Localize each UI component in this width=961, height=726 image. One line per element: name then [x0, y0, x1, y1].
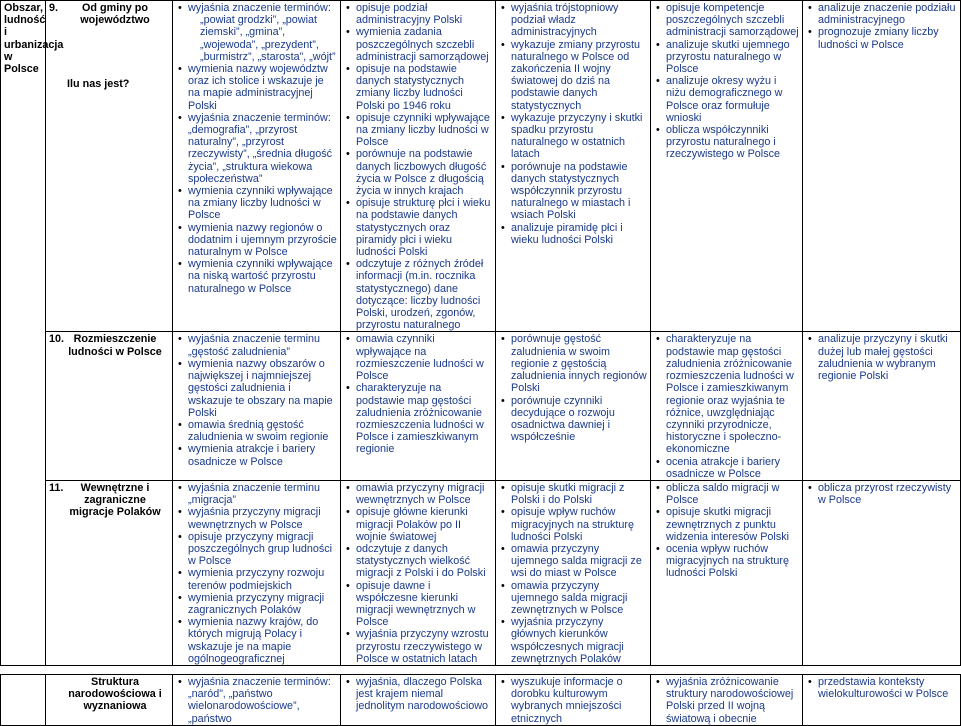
topic-cell [46, 674, 173, 725]
bullet-list [806, 2, 957, 51]
bullet-list [806, 482, 957, 506]
bullet-list [654, 2, 799, 161]
bullet-list [654, 333, 799, 479]
level-1-cell [173, 332, 341, 480]
list-item: • wymienia zadania poszczególnych szczebli administracji samorządowej [356, 26, 492, 63]
list-item: • wyjaśnia przyczyny wzrostu przyrostu rzeczywistego w Polsce w ostatnich latach [356, 628, 492, 665]
list-item: • opisuje podział administracyjny Polski [356, 2, 492, 26]
bullet-list [344, 333, 492, 455]
bullet-list [499, 2, 647, 246]
row-12 [1, 674, 961, 725]
list-item: • wymienia nazwy województw oraz ich stolice i wskazuje je na mapie administracyjnej Polski [188, 63, 337, 112]
bullet-list [344, 2, 492, 331]
bullet-list [499, 676, 647, 725]
level-3-cell [496, 480, 651, 665]
list-item: • wymienia czynniki wpływające na niską wartość przyrostu naturalnego w Polsce [188, 258, 337, 295]
topic-number: 10. [49, 333, 65, 346]
spacer-cell [1, 665, 961, 674]
level-2-cell [341, 674, 496, 725]
bullet-list [176, 333, 337, 467]
list-item: • prognozuje zmiany liczby ludności w Polsce [818, 26, 957, 50]
topic-cell [46, 332, 173, 480]
row-9 [1, 1, 961, 332]
level-4-cell [651, 480, 803, 665]
list-item: • opisuje skutki migracji zewnętrznych z punktu widzenia interesów Polski [666, 506, 799, 543]
bullet-list [499, 482, 647, 665]
topic-title: Od gminy po województwo [80, 2, 150, 27]
list-item: • wymienia atrakcje i bariery osadnicze w Polsce [188, 443, 337, 467]
level-5-cell [803, 480, 961, 665]
list-item: • wykazuje przyczyny i skutki spadku przyrostu naturalnego w ostatnich latach [511, 112, 647, 161]
bullet-list [806, 676, 957, 700]
bullet-list [344, 482, 492, 665]
level-1-cell [173, 674, 341, 725]
level-3-cell [496, 1, 651, 332]
bullet-list [654, 676, 799, 725]
list-item: • wyjaśnia zróżnicowanie struktury narodowościowej Polski przed II wojną światową i obecnie [666, 676, 799, 725]
bullet-list [176, 2, 337, 295]
bullet-list [499, 333, 647, 443]
list-item: • wymienia czynniki wpływające na zmiany liczby ludności w Polsce [188, 185, 337, 222]
list-item: • ocenia atrakcje i bariery osadnicze w Polsce [666, 456, 799, 480]
list-item: • oblicza saldo migracji w Polsce [666, 482, 799, 506]
topic-number: 11. [49, 481, 64, 494]
list-item: • omawia średnią gęstość zaludnienia w swoim regionie [188, 419, 337, 443]
list-item: • opisuje dawne i współczesne kierunki migracji wewnętrznych w Polsce [356, 580, 492, 629]
list-item: • wykazuje zmiany przyrostu naturalnego w Polsce od zakończenia II wojny światowej do dziś na podstawie danych statystycznych [511, 39, 647, 112]
list-item: • wyjaśnia znaczenie terminu „migracja” [188, 482, 337, 506]
list-item: • porównuje gęstość zaludnienia w swoim regionie z gęstością zaludnienia innych regionów Polski [511, 333, 647, 394]
level-1-cell [173, 1, 341, 332]
list-item: • omawia przyczyny migracji wewnętrznych w Polsce [356, 482, 492, 506]
list-item: • charakteryzuje na podstawie map gęstości zaludnienia zróżnicowanie rozmieszczenia ludności w Polsce i zamieszkiwanym regionie [356, 382, 492, 455]
list-item: • wyjaśnia, dlaczego Polska jest krajem niemal jednolitym narodowościowo [356, 676, 492, 713]
list-item: • analizuje przyczyny i skutki dużej lub małej gęstości zaludnienia w wybranym regionie Polski [818, 333, 957, 382]
level-3-cell [496, 332, 651, 480]
level-2-cell [341, 1, 496, 332]
list-item: • opisuje na podstawie danych statystycznych zmiany liczby ludności Polski po 1946 roku [356, 63, 492, 112]
list-item: • wyjaśnia przyczyny migracji wewnętrznych w Polsce [188, 506, 337, 530]
list-item: • opisuje przyczyny migracji poszczególnych grup ludności w Polsce [188, 531, 337, 568]
level-4-cell [651, 332, 803, 480]
level-4-cell [651, 674, 803, 725]
list-item: • porównuje na podstawie danych statystycznych współczynnik przyrostu naturalnego w miastach i wsiach Polski [511, 161, 647, 222]
bullet-list [654, 482, 799, 580]
section-label: Obszar, ludność i urbanizacja w Polsce [1, 1, 46, 666]
list-item: • odczytuje z różnych źródeł informacji (m.in. rocznika statystycznego) dane dotyczące: liczby ludności Polski, urodzeń, zgonów, przyrostu naturalnego [356, 258, 492, 331]
list-item: • opisuje główne kierunki migracji Polaków po II wojnie światowej [356, 506, 492, 543]
list-item: • wymienia nazwy regionów o dodatnim i ujemnym przyroście naturalnym w Polsce [188, 222, 337, 259]
list-item: • wymienia nazwy obszarów o największej i najmniejszej gęstości zaludnienia i wskazuje te obszary na mapie Polski [188, 358, 337, 419]
topic-title: Wewnętrzne i zagraniczne migracje Polaków [69, 481, 161, 519]
level-2-cell [341, 480, 496, 665]
level-5-cell [803, 674, 961, 725]
list-item: • analizuje piramidę płci i wieku ludności Polski [511, 222, 647, 246]
bullet-list [176, 482, 337, 665]
list-item: • omawia czynniki wpływające na rozmieszczenie ludności w Polsce [356, 333, 492, 382]
level-5-cell [803, 1, 961, 332]
bullet-list [806, 333, 957, 382]
topic-cell [46, 1, 173, 332]
list-item: • charakteryzuje na podstawie map gęstości zaludnienia zróżnicowanie rozmieszczenia ludności w Polsce i zamieszkiwanym regionie oraz wyjaśnia te różnice, uwzględniając czynniki przyrodnicze, historyczne i społeczno-ekonomiczne [666, 333, 799, 455]
list-item: • przedstawia konteksty wielokulturowości w Polsce [818, 676, 957, 700]
level-5-cell [803, 332, 961, 480]
list-item: • analizuje znaczenie podziału administracyjnego [818, 2, 957, 26]
list-item: • analizuje okresy wyżu i niżu demograficznego w Polsce oraz formułuje wnioski [666, 75, 799, 124]
list-item: • analizuje skutki ujemnego przyrostu naturalnego w Polsce [666, 39, 799, 76]
list-item: • ocenia wpływ ruchów migracyjnych na strukturę ludności Polski [666, 543, 799, 580]
list-item: • wyjaśnia znaczenie terminów: „naród”, „państwo wielonarodowościowe”, „państwo [188, 676, 337, 725]
list-item: • oblicza współczynniki przyrostu naturalnego i rzeczywistego w Polsce [666, 124, 799, 161]
bullet-list [176, 676, 337, 725]
topic-number: 9. [49, 2, 59, 14]
list-item: • opisuje czynniki wpływające na zmiany liczby ludności w Polsce [356, 112, 492, 149]
list-item: • wyjaśnia przyczyny głównych kierunków współczesnych migracji zewnętrznych Polaków [511, 616, 647, 665]
list-item: • wymienia przyczyny rozwoju terenów podmiejskich [188, 567, 337, 591]
list-item: • wymienia przyczyny migracji zagranicznych Polaków [188, 592, 337, 616]
list-item: • odczytuje z danych statystycznych wielkość migracji z Polski i do Polski [356, 543, 492, 580]
topic-subtitle: Ilu nas jest? [67, 78, 130, 91]
level-2-cell [341, 332, 496, 480]
list-item: • oblicza przyrost rzeczywisty w Polsce [818, 482, 957, 506]
list-item: • wyjaśnia znaczenie terminu „gęstość zaludnienia” [188, 333, 337, 357]
list-item: • opisuje wpływ ruchów migracyjnych na strukturę ludności Polski [511, 506, 647, 543]
level-4-cell [651, 1, 803, 332]
list-item: • wymienia nazwy krajów, do których migrują Polacy i wskazuje je na mapie ogólnogeograficznej [188, 616, 337, 665]
list-item: • wyjaśnia trójstopniowy podział władz administracyjnych [511, 2, 647, 39]
list-item: • opisuje strukturę płci i wieku na podstawie danych statystycznych oraz piramidy płci i wieku ludności Polski [356, 197, 492, 258]
list-item: • omawia przyczyny ujemnego salda migracji zewnętrznych w Polsce [511, 580, 647, 617]
row-11 [1, 480, 961, 665]
list-item: • opisuje skutki migracji z Polski i do Polski [511, 482, 647, 506]
list-item: • porównuje na podstawie danych liczbowych długość życia w Polsce z długością życia w innych krajach [356, 148, 492, 197]
topic-title: Struktura narodowościowa i wyznaniowa [68, 675, 162, 713]
row-10 [1, 332, 961, 480]
list-item: • wyszukuje informacje o dorobku kulturowym wybranych mniejszości etnicznych [511, 676, 647, 725]
empty-section-cell [1, 674, 46, 725]
topic-cell [46, 480, 173, 665]
list-item: • omawia przyczyny ujemnego salda migracji ze wsi do miast w Polsce [511, 543, 647, 580]
list-item: • porównuje czynniki decydujące o rozwoju osadnictwa dawniej i współcześnie [511, 395, 647, 444]
list-item: • wyjaśnia znaczenie terminów: „demografia”, „przyrost naturalny”, „przyrost rzeczywisty”, „średnia długość życia”, „struktura wiekowa społeczeństwa” [188, 112, 337, 185]
bullet-list [344, 676, 492, 713]
spacer-row [1, 665, 961, 674]
list-item: • opisuje kompetencje poszczególnych szczebli administracji samorządowej [666, 2, 799, 39]
list-item: • wyjaśnia znaczenie terminów: [188, 2, 337, 14]
topic-title: Rozmieszczenie ludności w Polsce [68, 333, 162, 358]
level-3-cell [496, 674, 651, 725]
list-item: „powiat grodzki”, „powiat ziemski”, „gmina”, „wojewoda”, „prezydent”, „burmistrz”, „starosta”, „wójt” [200, 14, 336, 63]
level-1-cell [173, 480, 341, 665]
